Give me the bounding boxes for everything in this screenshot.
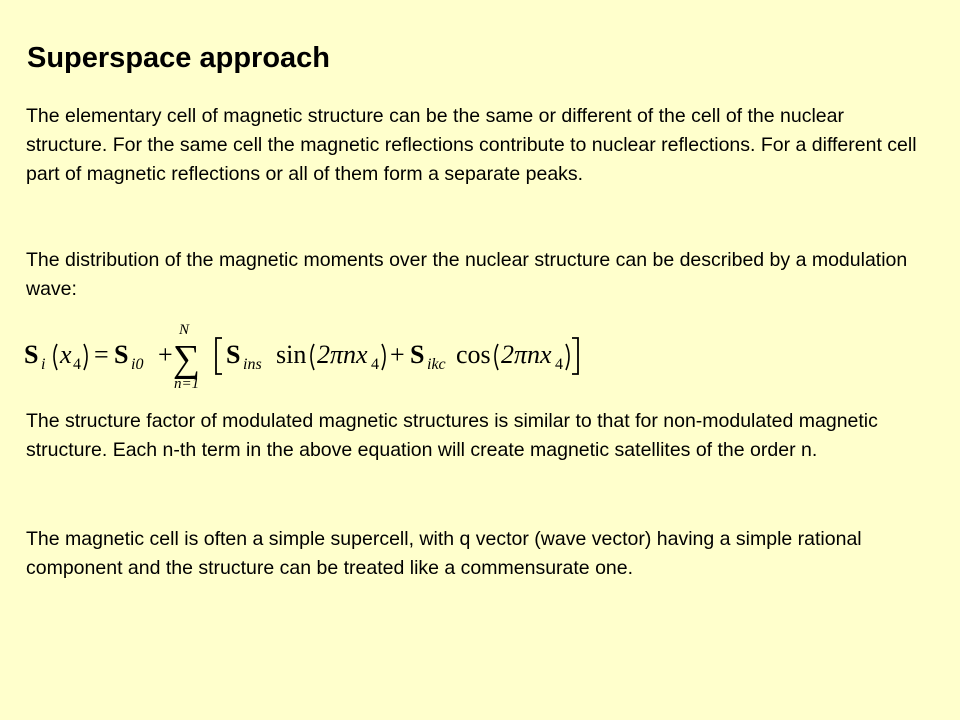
eq-lhs-arg: x	[60, 340, 72, 369]
eq-cosine-paren-close	[566, 344, 569, 370]
paragraph-modulation-wave: The distribution of the magnetic moments over the nuclear structure can be described by a modulation wave:	[26, 249, 908, 300]
eq-sine-symbol: S	[226, 340, 241, 369]
eq-sum-upper: N	[179, 322, 190, 338]
eq-sine-paren-open	[311, 344, 314, 370]
eq-paren-open	[54, 344, 57, 370]
eq-lhs-symbol: S	[24, 340, 39, 369]
paragraph-magnetic-cell: The elementary cell of magnetic structure can be the same or different of the cell of the nuclear structure. For the same cell the magnetic reflections contribute to nuclear reflections. For a different cell part of magnetic reflections or all of them form a separate peaks.	[26, 105, 917, 185]
eq-cosine-symbol: S	[410, 340, 425, 369]
slide-title: Superspace approach	[27, 42, 330, 74]
eq-cosine-arg: 2πnx	[501, 340, 552, 369]
eq-sine-arg: 2πnx	[317, 340, 368, 369]
eq-plus-2: +	[390, 340, 405, 369]
eq-cosine-subscript: ikc	[427, 356, 446, 373]
eq-const-subscript: i0	[131, 356, 144, 373]
eq-paren-close	[84, 344, 87, 370]
eq-equals: =	[94, 340, 109, 369]
eq-plus-1: +	[158, 340, 173, 369]
eq-sum-symbol: ∑	[173, 338, 201, 380]
eq-bracket-close	[572, 338, 578, 374]
eq-cosine-func: cos	[456, 340, 491, 369]
eq-lhs-subscript: i	[41, 356, 46, 373]
paragraph-supercell: The magnetic cell is often a simple supercell, with q vector (wave vector) having a simple rational component and the structure can be treated like a commensurate one.	[26, 528, 862, 579]
eq-sine-func: sin	[276, 340, 307, 369]
eq-lhs-arg-subscript: 4	[73, 356, 81, 373]
eq-cosine-arg-subscript: 4	[555, 356, 563, 373]
eq-bracket-open	[216, 338, 222, 374]
eq-sine-arg-subscript: 4	[371, 356, 379, 373]
equation-svg	[22, 316, 562, 392]
eq-sine-subscript: ins	[243, 356, 262, 373]
modulation-wave-equation	[22, 316, 562, 392]
eq-sine-paren-close	[382, 344, 385, 370]
paragraph-structure-factor: The structure factor of modulated magnetic structures is similar to that for non-modulated magnetic structure. Each n-th term in the above equation will create magnetic satellites of the order n.	[26, 410, 878, 461]
eq-sum-lower: n=1	[174, 376, 200, 392]
eq-cosine-paren-open	[495, 344, 498, 370]
eq-const-symbol: S	[114, 340, 129, 369]
